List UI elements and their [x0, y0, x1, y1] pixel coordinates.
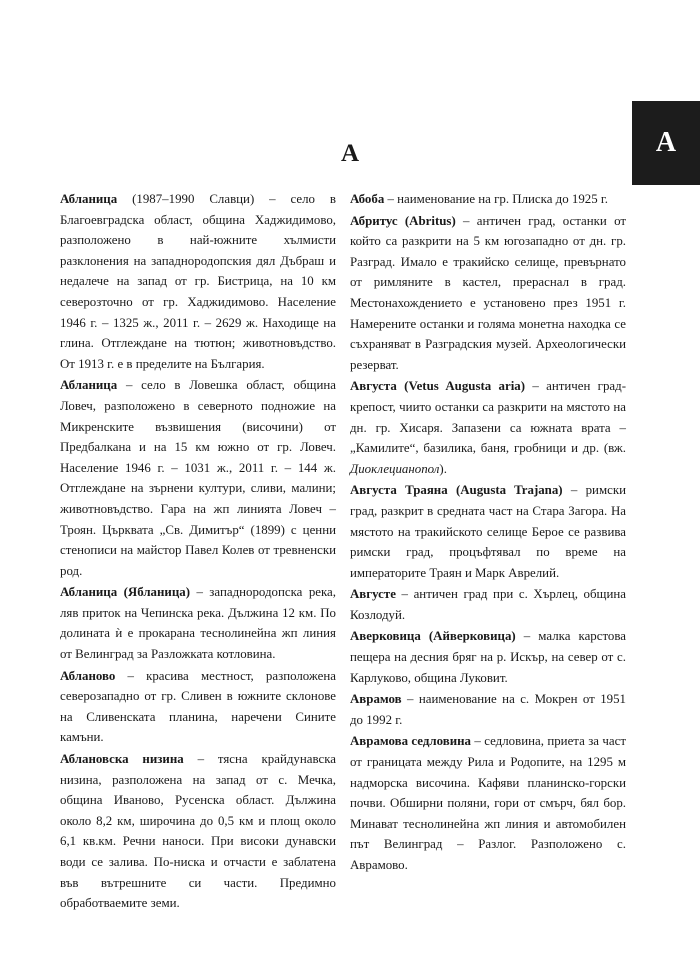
entry-avguste: [350, 584, 626, 625]
entry-avramova-sedlovina: [350, 731, 626, 875]
entry-headword: Абритус (Abritus): [350, 213, 456, 228]
entry-avgusta-trayana: [350, 480, 626, 583]
entry-text: – наименование на гр. Плиска до 1925 г.: [384, 192, 608, 206]
section-letter-heading: А: [340, 140, 360, 167]
entry-headword: Августа (Vetus Augusta aria): [350, 379, 526, 394]
entry-text: – село в Ловешка област, община Ловеч, разположено в северното подножие на Микренските възвишения (височини) от Предбалкана и на 15 км южно от гр. Ловеч. Население 1946 г. – 1031 ж., 2011 г. – 144 ж. Отглеждане на зърнени култури, сливи, малини; животновъдство. Гара на жп линията Ловеч – Троян. Църквата „Св. Димитър“ (1899) с ценни стенописи на майстор Павел Колев от тревненски род.: [60, 378, 336, 578]
cross-reference: Диоклецианопол: [350, 461, 440, 476]
entry-headword: Абланица: [60, 192, 118, 206]
entry-text: – красива местност, разположена северозападно от гр. Сливен в южните склонове на Сливенската планина, наречени Сините камъни.: [60, 668, 336, 745]
entry-text: – античен град-крепост, чиито останки са разкрити на мястото на дн. гр. Хисаря. Запазени са южната врата – „Камилите“, базилика, баня, гробници и др. (вж.: [350, 379, 626, 456]
entry-headword: Абланица (Ябланица): [60, 585, 191, 600]
entry-text: (1987–1990 Славци) – село в Благоевградска област, община Хаджидимово, разположено в най-южните хълмисти разклонения на западнородопския дял Дъбраш и недалече на запад от гр. Бистрица, на 10 км северозточно от гр. Хаджидимово. Население 1946 г. – 1325 ж., 2011 г. – 2629 ж. Находище на глина. Отглеждане на тютюн; животновъдство. От 1913 г. е в пределите на България.: [60, 192, 336, 371]
entry-text: – наименование на с. Мокрен от 1951 до 1992 г.: [350, 692, 626, 727]
entry-ablanitsa-river: [60, 582, 336, 664]
entry-headword: Абланица: [60, 378, 118, 393]
entry-headword: Абланово: [60, 668, 116, 683]
entry-text: – малка карстова пещера на десния бряг на р. Искър, на север от с. Карлуково, община Луковит.: [350, 629, 626, 685]
entry-headword: Аврамова седловина: [350, 734, 471, 749]
entry-headword: Абоба: [350, 192, 385, 206]
entry-ablanitsa-lovech: [60, 375, 336, 581]
entry-averkovitsa: [350, 626, 626, 688]
entry-text: – тясна крайдунавска низина, разположена на запад от с. Мечка, община Иваново, Русенска област. Дължина около 8,2 км, широчина до 0,5 км и площ около 6,1 кв.км. Речни наноси. При високи дунавски води се залива. По-ниска и отчасти е заблатена във вътрешните си части. Предимно обработваемите земи.: [60, 752, 336, 911]
entry-text: – западнородопска река, ляв приток на Чепинска река. Дължина 12 км. По долината ѝ е прокарана теснолинейна жп линия от Велинград за Разложката котловина.: [60, 585, 336, 662]
entry-headword: Августе: [350, 587, 396, 602]
entry-avramov: [350, 689, 626, 730]
entry-headword: Аблановска низина: [60, 752, 184, 767]
entry-headword: Аверковица (Айверковица): [350, 629, 516, 644]
entry-aboba: [350, 189, 626, 210]
entry-headword: Августа Траяна (Augusta Trajana): [350, 483, 563, 498]
entry-avgusta: [350, 376, 626, 479]
left-column: [60, 189, 336, 915]
entry-text: – седловина, приета за част от границата между Рила и Родопите, на 1295 м надморска височина. Кафяви планинско-горски почви. Обширни поляни, гори от смърч, бял бор. Минават теснолинейна жп линия и автомобилен път Велинград – Разлог. Разположено с. Аврамово.: [350, 734, 626, 872]
entry-ablanitsa-blagoevgrad: [60, 189, 336, 374]
entry-abritus: [350, 211, 626, 376]
entry-headword: Аврамов: [350, 692, 402, 707]
entry-ablanovska-nizina: [60, 749, 336, 914]
entry-text: – римски град, разкрит в средната част на Стара Загора. На мястото на тракийското селище Берое се развива римски град, процъфтявал по време на императорите Траян и Марк Аврелий.: [350, 483, 626, 580]
right-column: [350, 189, 626, 877]
entry-text: – античен град при с. Хърлец, община Козлодуй.: [350, 587, 626, 622]
entry-tail: ).: [439, 461, 447, 476]
thumb-letter: А: [655, 127, 677, 158]
entry-text: – античен град, останки от който са разкрити на 5 км югозападно от дн. гр. Разград. Имало е тракийско селище, превърнато от римляните в кастел, прераснал в град. Местонахождението е установено през 1951 г. Намерените останки и голяма монетна находка се съхраняват в Разградския музей. Археологически резерват.: [350, 213, 626, 372]
entry-ablanovo: [60, 666, 336, 748]
